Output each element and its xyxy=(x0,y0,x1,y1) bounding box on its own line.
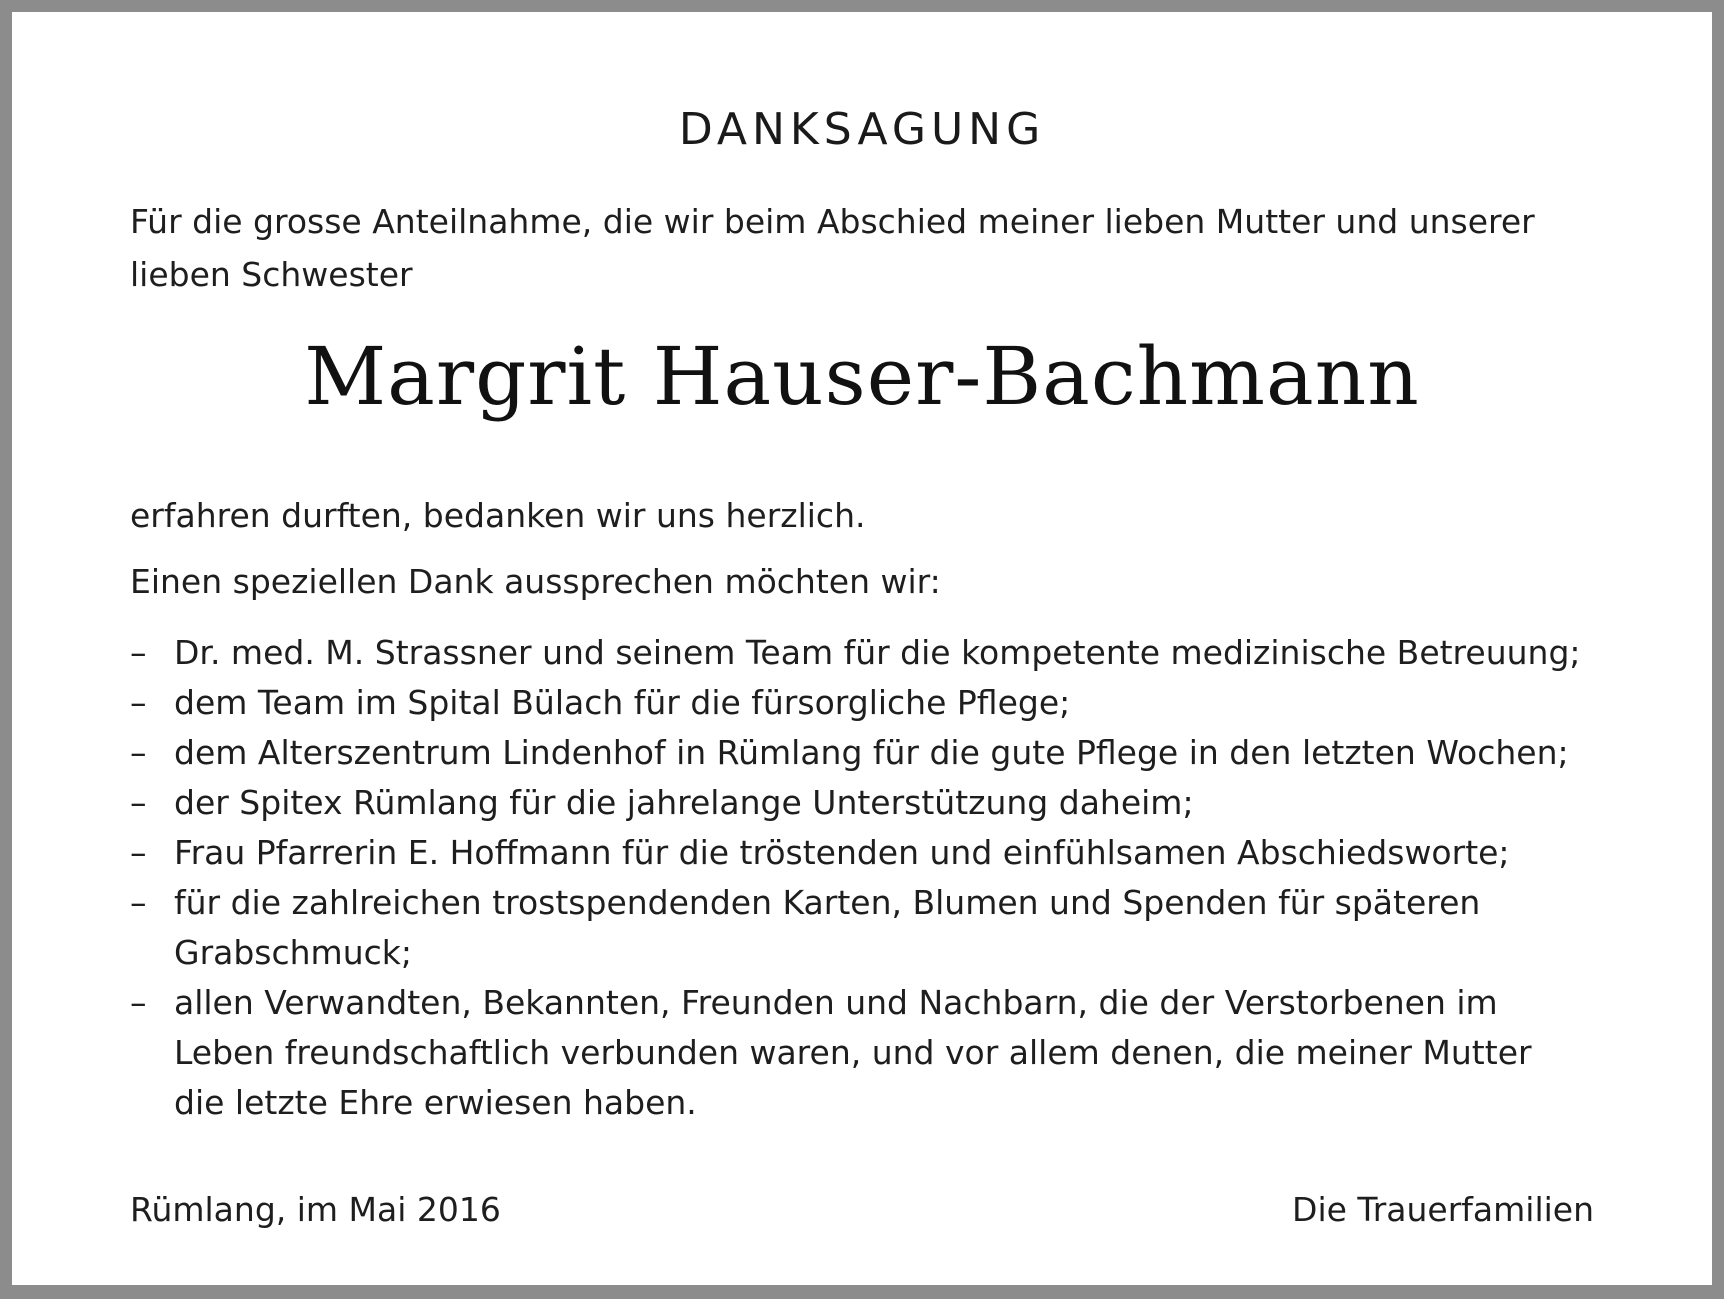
list-item xyxy=(130,678,1670,728)
list-item-text: dem Team im Spital Bülach für die fürsorgliche Pflege; xyxy=(174,683,1071,722)
place-date: Rümlang, im Mai 2016 xyxy=(130,1190,501,1229)
dash-bullet: – xyxy=(130,783,147,822)
list-intro-text: Einen speziellen Dank aussprechen möchten wir: xyxy=(130,562,941,601)
list-item xyxy=(130,778,1670,828)
list-item xyxy=(130,978,1670,1128)
list-item xyxy=(130,728,1670,778)
list-item xyxy=(130,628,1670,678)
dash-bullet: – xyxy=(130,633,147,672)
thanks-list xyxy=(130,628,1670,1128)
dash-bullet: – xyxy=(130,833,147,872)
intro-text: Für die grosse Anteilnahme, die wir beim Abschied meiner lieben Mutter und unserer lieben Schwester xyxy=(130,202,1535,294)
page-title: DANKSAGUNG xyxy=(678,104,1046,155)
list-item-text: Frau Pfarrerin E. Hoffmann für die tröstenden und einfühlsamen Abschiedsworte; xyxy=(174,833,1510,872)
list-item-text: für die zahlreichen trostspendenden Karten, Blumen und Spenden für späteren Grabschmuck; xyxy=(174,883,1481,972)
obituary-notice xyxy=(12,12,1712,1285)
list-item-text: der Spitex Rümlang für die jahrelange Unterstützung daheim; xyxy=(174,783,1194,822)
dash-bullet: – xyxy=(130,883,147,922)
list-item-text: Dr. med. M. Strassner und seinem Team für die kompetente medizinische Betreuung; xyxy=(174,633,1581,672)
list-item-text: allen Verwandten, Bekannten, Freunden und Nachbarn, die der Verstorbenen im Leben freundschaftlich verbunden waren, und vor allem denen, die meiner Mutter die letzte Ehre erwiesen haben. xyxy=(174,983,1532,1122)
dash-bullet: – xyxy=(130,683,147,722)
list-item-text: dem Alterszentrum Lindenhof in Rümlang für die gute Pflege in den letzten Wochen; xyxy=(174,733,1569,772)
dash-bullet: – xyxy=(130,733,147,772)
signature: Die Trauerfamilien xyxy=(1292,1190,1594,1229)
after-name-text: erfahren durften, bedanken wir uns herzlich. xyxy=(130,496,866,535)
list-item xyxy=(130,828,1670,878)
list-item xyxy=(130,878,1670,978)
deceased-name: Margrit Hauser-Bachmann xyxy=(304,330,1420,423)
dash-bullet: – xyxy=(130,983,147,1022)
